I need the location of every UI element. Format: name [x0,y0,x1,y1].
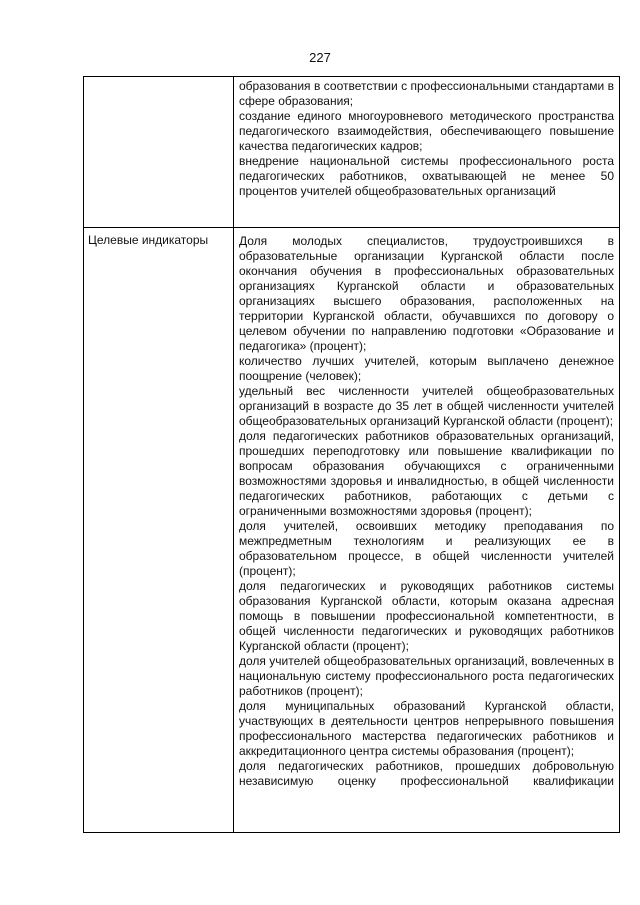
row-label-cell [84,77,234,228]
row-label-target-indicators: Целевые индикаторы [88,233,209,247]
indicator-paragraph: доля учителей общеобразовательных организаций, вовлеченных в национальную систему профессионального роста педагогических работников (процент); [239,654,614,698]
indicator-paragraph: количество лучших учителей, которым выплачено денежное поощрение (человек); [239,354,614,383]
content-paragraph: образования в соответствии с профессиональными стандартами в сфере образования; [239,79,614,108]
program-passport-table [83,76,620,833]
content-paragraph: создание единого многоуровневого методического пространства педагогического взаимодействия, обеспечивающего повышение качества педагогических кадров; [239,109,614,153]
indicator-paragraph: доля педагогических работников, прошедших добровольную независимую оценку профессиональной квалификации [239,759,614,788]
indicator-paragraph: доля педагогических работников образовательных организаций, прошедших переподготовку или повышение квалификации по вопросам образования обучающихся с ограниченными возможностями здоровья и инвалидностью, в общей численности педагогических работников, работающих с детьми с ограниченными возможностями здоровья (процент); [239,429,614,518]
row-label [84,77,233,82]
row-label-cell [84,228,234,833]
indicator-paragraph: доля педагогических и руководящих работников системы образования Курганской области, которым оказана адресная помощь в повышении профессиональной компетентности, в общей численности педагогических и руководящих работников Курганской области (процент); [239,579,614,653]
page-number: 227 [309,50,331,65]
indicator-paragraph: доля муниципальных образований Курганской области, участвующих в деятельности центров непрерывного повышения профессионального мастерства педагогических работников и аккредитационного центра системы образования (процент); [239,699,614,758]
row-content-cell [234,228,620,833]
indicator-paragraph: удельный вес численности учителей общеобразовательных организаций в возрасте до 35 лет в общей численности учителей общеобразовательных организаций Курганской области (процент); [239,384,614,428]
table-row [84,228,620,833]
indicator-paragraph: Доля молодых специалистов, трудоустроившихся в образовательные организации Курганской области после окончания обучения в профессиональных образовательных организациях Курганской области и образовательных организациях высшего образования, расположенных на территории Курганской области, обучавшихся по договору о целевом обучении по направлению подготовки «Образование и педагогика» (процент); [239,234,614,353]
content-paragraph: внедрение национальной системы профессионального роста педагогических работников, охватывающей не менее 50 процентов учителей общеобразовательных организаций [239,154,614,198]
indicator-paragraph: доля учителей, освоивших методику преподавания по межпредметным технологиям и реализующих ее в образовательном процессе, в общей численности учителей (процент); [239,519,614,578]
row-content-cell [234,77,620,228]
table-row [84,77,620,228]
